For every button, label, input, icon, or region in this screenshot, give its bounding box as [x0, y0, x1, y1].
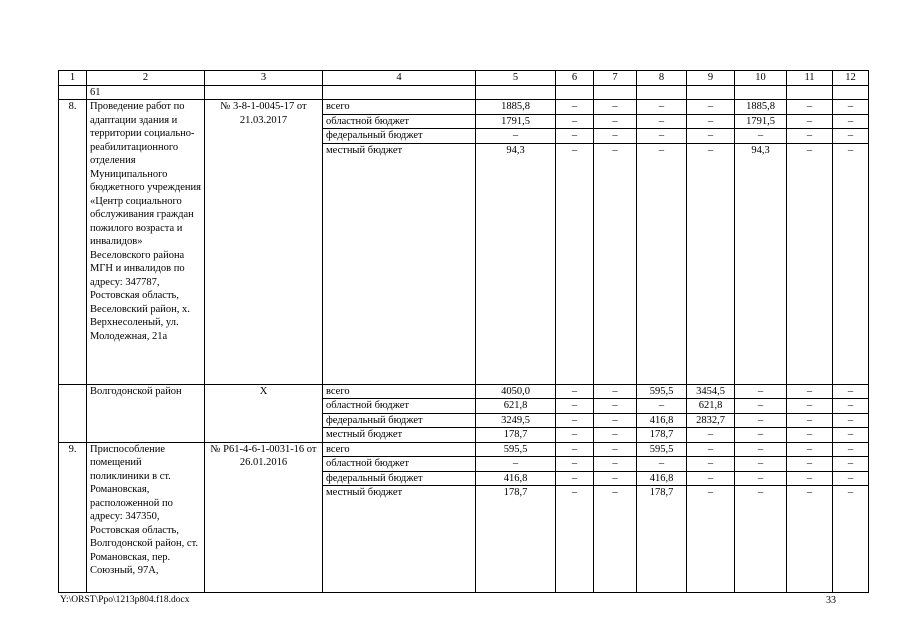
value-cell: –	[735, 399, 787, 414]
value-cell: –	[787, 413, 833, 428]
funding-source: федеральный бюджет	[323, 471, 476, 486]
value-cell: –	[735, 129, 787, 144]
table-cell	[59, 85, 87, 100]
column-header: 8	[637, 71, 687, 86]
value-cell: –	[833, 129, 869, 144]
file-path: Y:\ORST\Ppo\1213p804.f18.docx	[60, 595, 190, 605]
value-cell: –	[594, 413, 637, 428]
funding-source: федеральный бюджет	[323, 129, 476, 144]
value-cell: –	[735, 413, 787, 428]
column-header: 3	[205, 71, 323, 86]
value-cell: –	[833, 100, 869, 115]
value-cell: –	[833, 442, 869, 457]
value-cell: –	[687, 486, 735, 593]
value-cell: –	[687, 143, 735, 384]
funding-source: всего	[323, 442, 476, 457]
table-cell	[735, 85, 787, 100]
value-cell: –	[637, 143, 687, 384]
row-document: Х	[205, 384, 323, 442]
value-cell: –	[787, 486, 833, 593]
column-header: 11	[787, 71, 833, 86]
value-cell: –	[556, 413, 594, 428]
value-cell: –	[787, 384, 833, 399]
value-cell: –	[594, 399, 637, 414]
value-cell: 178,7	[476, 428, 556, 443]
value-cell: 416,8	[637, 471, 687, 486]
row-document: № Р61-4-6-1-0031-16 от 26.01.2016	[205, 442, 323, 593]
value-cell: 1791,5	[735, 114, 787, 129]
value-cell: 178,7	[637, 428, 687, 443]
value-cell: –	[687, 442, 735, 457]
value-cell: –	[833, 114, 869, 129]
value-cell: –	[594, 471, 637, 486]
funding-source: местный бюджет	[323, 428, 476, 443]
value-cell: –	[594, 143, 637, 384]
funding-source: всего	[323, 384, 476, 399]
value-cell: –	[687, 428, 735, 443]
value-cell: 4050,0	[476, 384, 556, 399]
value-cell: –	[594, 384, 637, 399]
value-cell: 416,8	[637, 413, 687, 428]
value-cell: –	[787, 100, 833, 115]
value-cell: 94,3	[476, 143, 556, 384]
value-cell: 1885,8	[735, 100, 787, 115]
value-cell: –	[556, 428, 594, 443]
value-cell: 3249,5	[476, 413, 556, 428]
value-cell: –	[687, 471, 735, 486]
value-cell: –	[833, 471, 869, 486]
funding-source: областной бюджет	[323, 399, 476, 414]
value-cell: 178,7	[476, 486, 556, 593]
value-cell: –	[735, 486, 787, 593]
value-cell: –	[687, 457, 735, 472]
column-header: 7	[594, 71, 637, 86]
funding-source: федеральный бюджет	[323, 413, 476, 428]
value-cell: –	[556, 384, 594, 399]
value-cell: –	[556, 114, 594, 129]
value-cell: –	[687, 100, 735, 115]
value-cell: –	[594, 100, 637, 115]
value-cell: –	[687, 129, 735, 144]
table-cell	[833, 85, 869, 100]
table-cell	[323, 85, 476, 100]
header-row	[59, 71, 869, 86]
funding-source: всего	[323, 100, 476, 115]
value-cell: –	[594, 129, 637, 144]
value-cell: –	[787, 129, 833, 144]
value-cell: 595,5	[476, 442, 556, 457]
table-row	[59, 442, 869, 457]
value-cell: –	[594, 486, 637, 593]
value-cell: –	[594, 442, 637, 457]
value-cell: 94,3	[735, 143, 787, 384]
funding-source: местный бюджет	[323, 143, 476, 384]
column-header: 10	[735, 71, 787, 86]
value-cell: –	[594, 457, 637, 472]
funding-source: областной бюджет	[323, 114, 476, 129]
value-cell: –	[476, 129, 556, 144]
value-cell: 621,8	[687, 399, 735, 414]
row-document: № 3-8-1-0045-17 от 21.03.2017	[205, 100, 323, 385]
value-cell: –	[687, 114, 735, 129]
funding-source: областной бюджет	[323, 457, 476, 472]
value-cell: –	[637, 100, 687, 115]
value-cell: –	[556, 486, 594, 593]
subheader-row	[59, 85, 869, 100]
table-cell	[637, 85, 687, 100]
value-cell: –	[833, 384, 869, 399]
value-cell: –	[735, 384, 787, 399]
funding-source: местный бюджет	[323, 486, 476, 593]
value-cell: –	[735, 428, 787, 443]
column-header: 5	[476, 71, 556, 86]
table-row	[59, 384, 869, 399]
row-description: Приспособление помещений поликлиники в ст. Романовская, расположенной по адресу: 347350, Ростовская область, Волгодонской район, ст. Романовская, пер. Союзный, 97А,	[87, 442, 205, 593]
column-header: 2	[87, 71, 205, 86]
value-cell: –	[833, 486, 869, 593]
value-cell: –	[787, 457, 833, 472]
value-cell: –	[556, 471, 594, 486]
value-cell: –	[637, 129, 687, 144]
value-cell: 416,8	[476, 471, 556, 486]
value-cell: 595,5	[637, 384, 687, 399]
row-number: 9.	[59, 442, 87, 593]
value-cell: –	[637, 457, 687, 472]
value-cell: –	[735, 471, 787, 486]
value-cell: –	[787, 428, 833, 443]
budget-table	[58, 70, 869, 593]
value-cell: 595,5	[637, 442, 687, 457]
table-cell	[787, 85, 833, 100]
value-cell: 621,8	[476, 399, 556, 414]
value-cell: –	[637, 114, 687, 129]
value-cell: 1885,8	[476, 100, 556, 115]
row-number	[59, 384, 87, 442]
table-cell	[476, 85, 556, 100]
value-cell: –	[556, 143, 594, 384]
row-description: Проведение работ по адаптации здания и территории социально-реабилитационного отделения Муниципального бюджетного учреждения «Центр социального обслуживания граждан пожилого возраста и инвалидов» Веселовского района МГН и инвалидов по адресу: 347787, Ростовская область, Веселовский район, х. Верхнесоленый, ул. Молодежная, 21а	[87, 100, 205, 385]
value-cell: –	[556, 442, 594, 457]
column-header: 6	[556, 71, 594, 86]
value-cell: –	[787, 114, 833, 129]
value-cell: 178,7	[637, 486, 687, 593]
column-header: 12	[833, 71, 869, 86]
value-cell: –	[556, 457, 594, 472]
value-cell: –	[833, 457, 869, 472]
column-header: 1	[59, 71, 87, 86]
value-cell: 2832,7	[687, 413, 735, 428]
value-cell: –	[833, 399, 869, 414]
table-cell	[556, 85, 594, 100]
value-cell: –	[735, 442, 787, 457]
table-row	[59, 100, 869, 115]
table-cell	[687, 85, 735, 100]
value-cell: 1791,5	[476, 114, 556, 129]
value-cell: –	[833, 428, 869, 443]
value-cell: –	[833, 413, 869, 428]
row-description: Волгодонской район	[87, 384, 205, 442]
value-cell: –	[787, 471, 833, 486]
value-cell: –	[787, 143, 833, 384]
value-cell: –	[637, 399, 687, 414]
value-cell: 3454,5	[687, 384, 735, 399]
table-cell	[594, 85, 637, 100]
page-number: 33	[826, 595, 836, 606]
value-cell: –	[594, 428, 637, 443]
column-header: 4	[323, 71, 476, 86]
value-cell: –	[476, 457, 556, 472]
value-cell: –	[833, 143, 869, 384]
value-cell: –	[594, 114, 637, 129]
table-cell	[205, 85, 323, 100]
subheader-cell: 61	[87, 85, 205, 100]
value-cell: –	[556, 399, 594, 414]
column-header: 9	[687, 71, 735, 86]
row-number: 8.	[59, 100, 87, 385]
value-cell: –	[787, 399, 833, 414]
value-cell: –	[556, 100, 594, 115]
value-cell: –	[735, 457, 787, 472]
value-cell: –	[556, 129, 594, 144]
value-cell: –	[787, 442, 833, 457]
